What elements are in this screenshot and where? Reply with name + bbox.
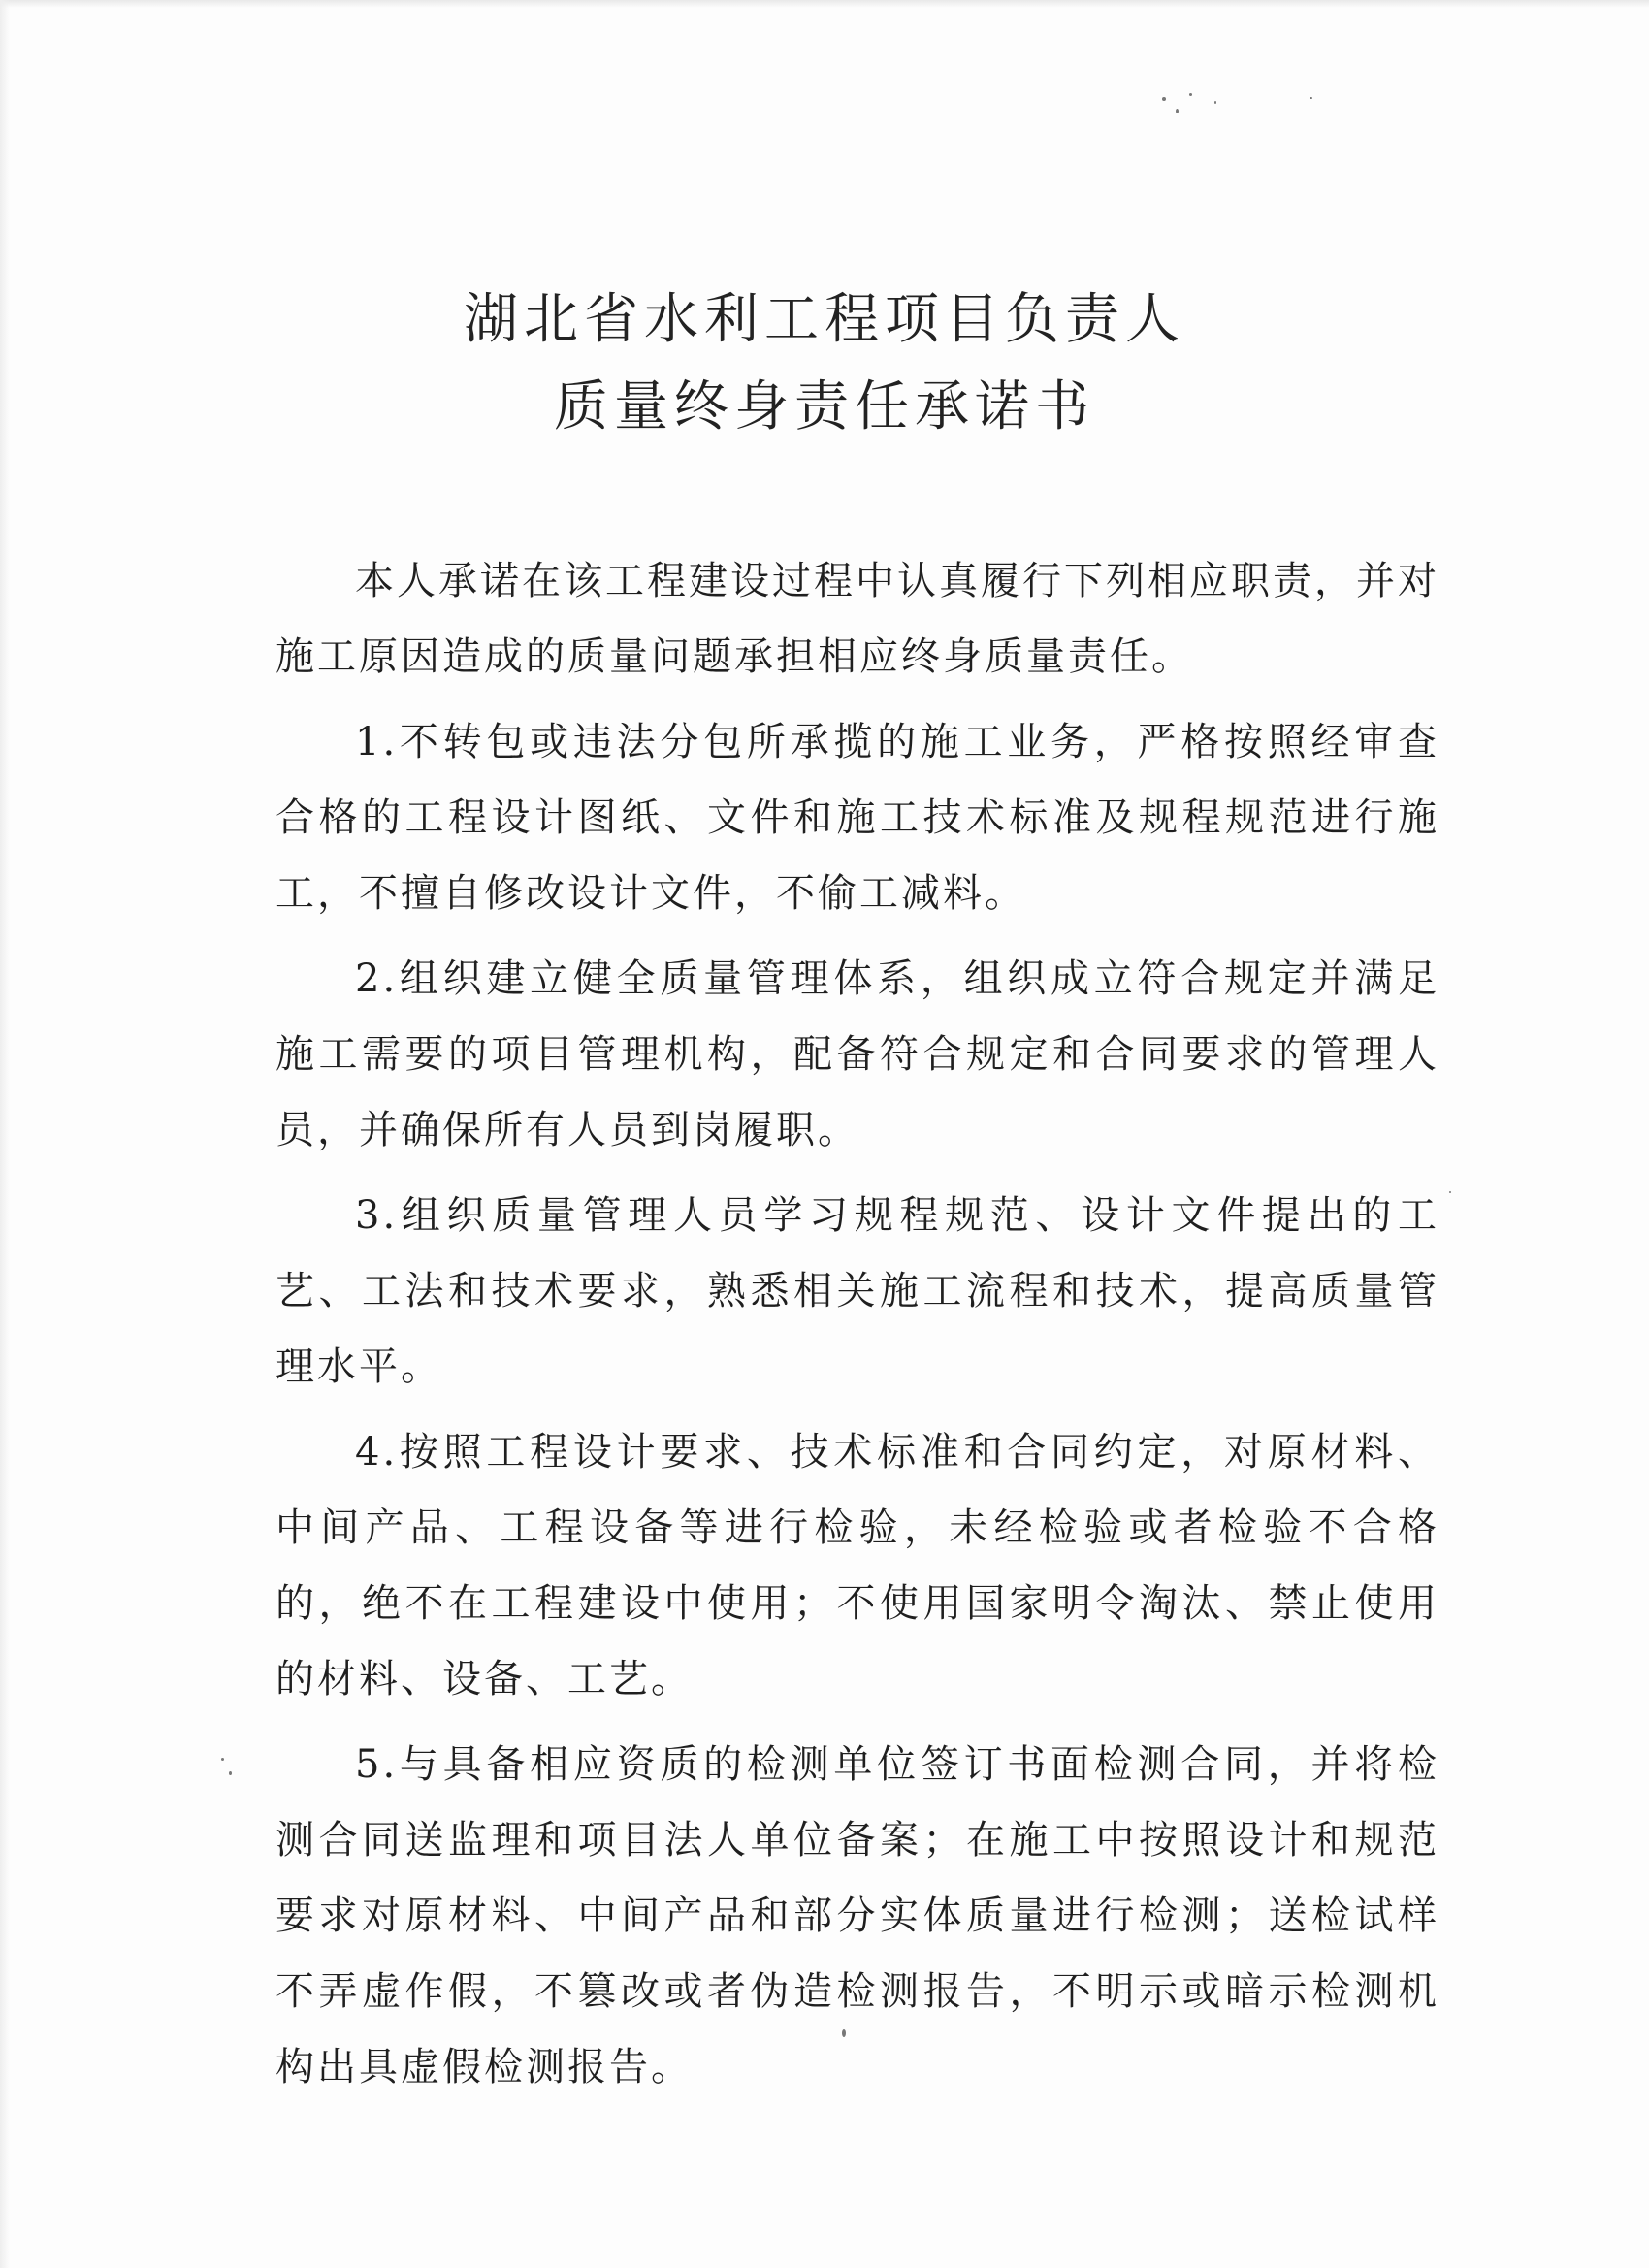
scan-speck	[1176, 109, 1179, 113]
intro-paragraph: 本人承诺在该工程建设过程中认真履行下列相应职责，并对施工原因造成的质量问题承担相应终身质量责任。	[275, 559, 1439, 679]
scan-edge-top	[0, 0, 1649, 8]
scan-speck	[1162, 97, 1166, 101]
title-line-1: 湖北省水利工程项目负责人	[464, 288, 1185, 351]
document-body	[275, 543, 1439, 2115]
commitment-item-1: 1.不转包或违法分包所承揽的施工业务，严格按照经审查合格的工程设计图纸、文件和施工技术标准及规程规范进行施工，不擅自修改设计文件，不偷工减料。	[275, 720, 1439, 916]
commitment-item-2: 2.组织建立健全质量管理体系，组织成立符合规定并满足施工需要的项目管理机构，配备符合规定和合同要求的管理人员，并确保所有人员到岗履职。	[275, 956, 1439, 1152]
document-title	[0, 276, 1649, 451]
scan-speck	[221, 1758, 224, 1761]
title-line-2: 质量终身责任承诺书	[554, 375, 1095, 438]
commitment-item-5: 5.与具备相应资质的检测单位签订书面检测合同，并将检测合同送监理和项目法人单位备案；在施工中按照设计和规范要求对原材料、中间产品和部分实体质量进行检测；送检试样不弄虚作假，不篡改或者伪造检测报告，不明示或暗示检测机构出具虚假检测报告。	[275, 1742, 1439, 2090]
scan-speck	[1189, 93, 1192, 96]
scan-speck	[1214, 101, 1216, 104]
commitment-item-4: 4.按照工程设计要求、技术标准和合同约定，对原材料、中间产品、工程设备等进行检验，未经检验或者检验不合格的，绝不在工程建设中使用；不使用国家明令淘汰、禁止使用的材料、设备、工艺。	[275, 1430, 1439, 1701]
commitment-item-3: 3.组织质量管理人员学习规程规范、设计文件提出的工艺、工法和技术要求，熟悉相关施工流程和技术，提高质量管理水平。	[275, 1193, 1439, 1389]
scan-speck	[1449, 1191, 1451, 1193]
scan-speck	[229, 1771, 232, 1775]
scan-speck	[1310, 97, 1312, 99]
